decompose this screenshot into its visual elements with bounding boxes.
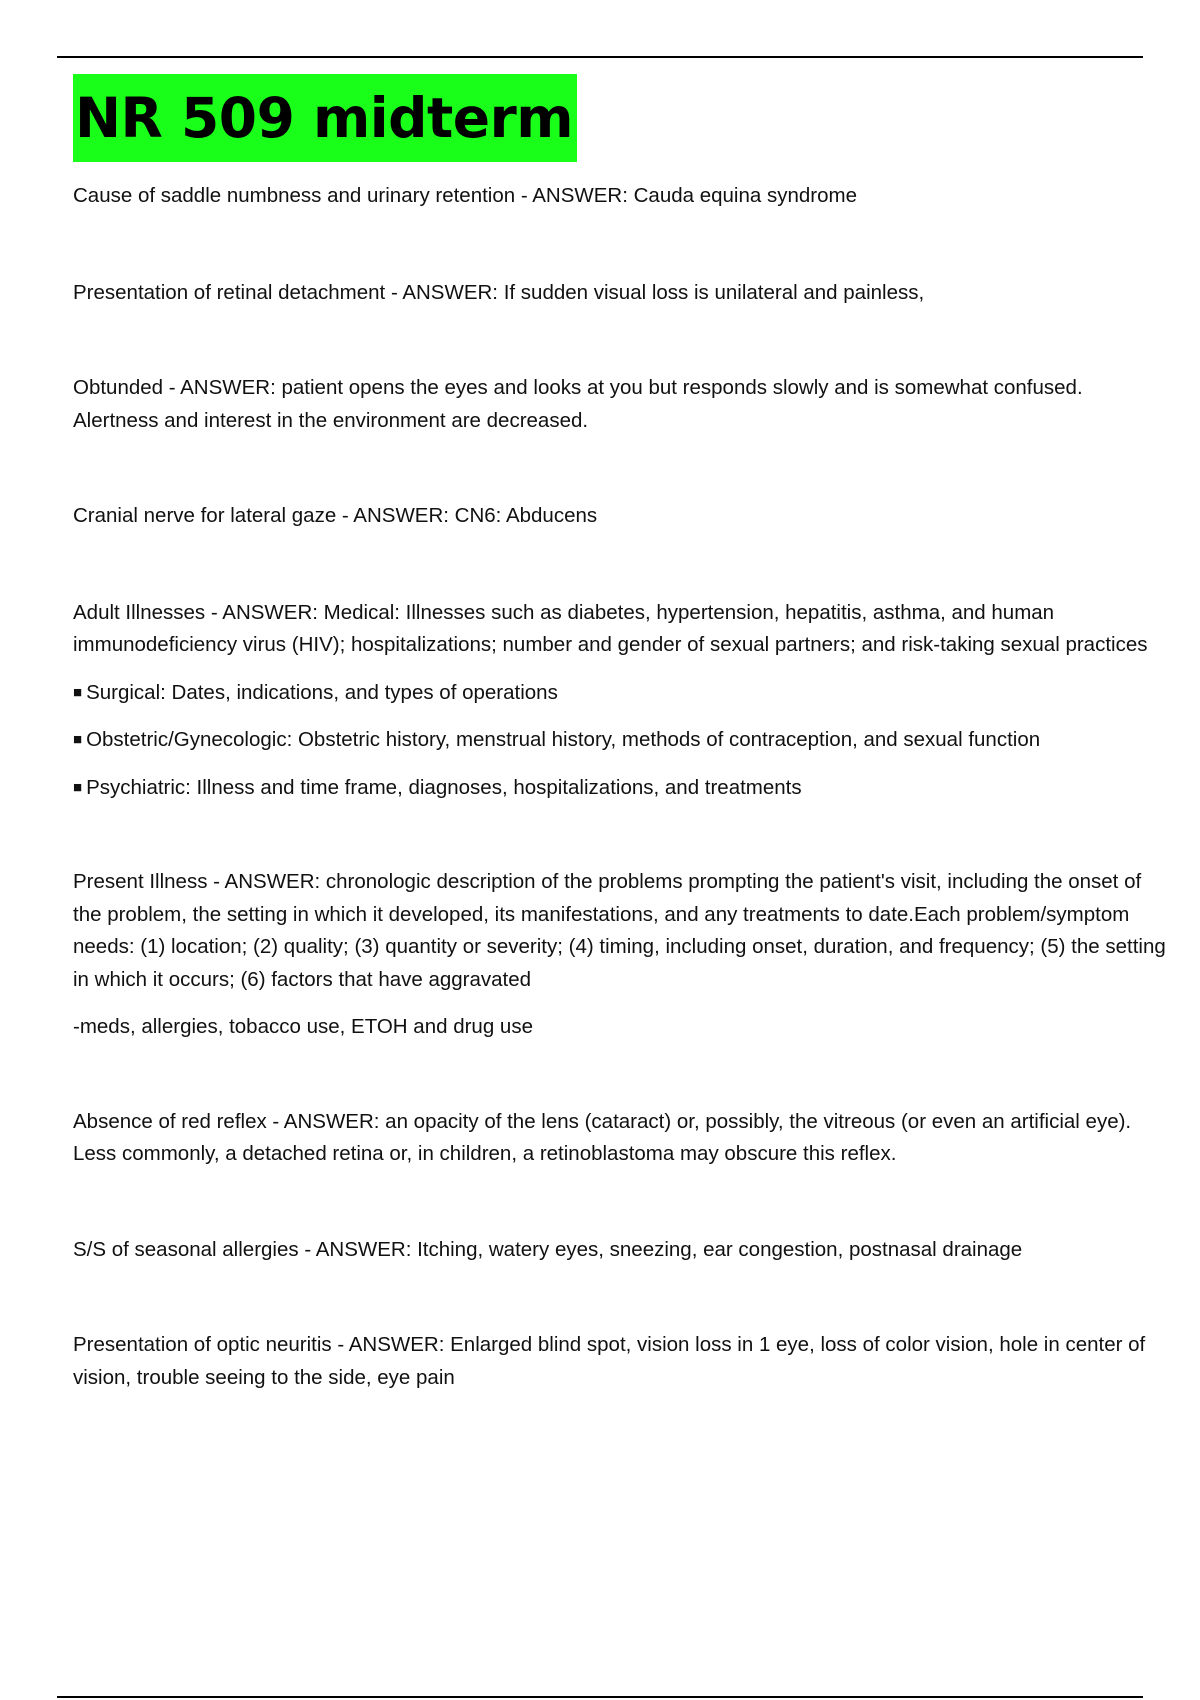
- bullet-text: Psychiatric: Illness and time frame, diagnoses, hospitalizations, and treatments: [86, 775, 802, 799]
- qa-item: [73, 597, 1168, 805]
- qa-item: [73, 1329, 1168, 1394]
- qa-text: Presentation of retinal detachment - ANSWER: If sudden visual loss is unilateral and painless,: [73, 280, 925, 304]
- qa-text: Adult Illnesses - ANSWER: Medical: Illnesses such as diabetes, hypertension, hepatitis, asthma, and human immunodeficiency virus (HIV); hospitalizations; number and gender of sexual partners; and risk-taking sexual practices: [73, 600, 1148, 656]
- qa-item: [73, 866, 1168, 1044]
- qa-item: [73, 372, 1168, 437]
- bullet-square-icon: ■: [73, 778, 83, 796]
- qa-text: Presentation of optic neuritis - ANSWER: Enlarged blind spot, vision loss in 1 eye, loss of color vision, hole in center of vision, trouble seeing to the side, eye pain: [73, 1333, 1146, 1389]
- qa-text: Present Illness - ANSWER: chronologic description of the problems prompting the patient's visit, including the onset of the problem, the setting in which it developed, its manifestations, and any treatments to date.Each problem/symptom needs: (1) location; (2) quality; (3) quantity or severity; (4) timing, including onset, duration, and frequency; (5) the setting in which it occurs; (6) factors that have aggravated: [73, 870, 1166, 991]
- bullet-item: [73, 724, 1168, 757]
- qa-item: [73, 1106, 1168, 1171]
- bullet-item: [73, 677, 1168, 710]
- qa-item: [73, 277, 1168, 310]
- bullet-square-icon: ■: [73, 731, 83, 748]
- bullet-text: Surgical: Dates, indications, and types of operations: [86, 680, 558, 704]
- qa-item: [73, 500, 1168, 533]
- bullet-item: [73, 772, 1168, 805]
- qa-text: S/S of seasonal allergies - ANSWER: Itching, watery eyes, sneezing, ear congestion, postnasal drainage: [73, 1237, 1023, 1261]
- qa-text: Obtunded - ANSWER: patient opens the eyes and looks at you but responds slowly and is somewhat confused. Alertness and interest in the environment are decreased.: [73, 376, 1083, 432]
- document-title: NR 509 midterm: [73, 74, 577, 162]
- qa-text: Absence of red reflex - ANSWER: an opacity of the lens (cataract) or, possibly, the vitreous (or even an artificial eye). Less commonly, a detached retina or, in children, a retinoblastoma may obscure this reflex.: [73, 1109, 1132, 1165]
- qa-text: Cranial nerve for lateral gaze - ANSWER: CN6: Abducens: [73, 504, 598, 527]
- top-divider: [57, 56, 1143, 58]
- document-body: [73, 74, 1168, 1394]
- qa-text: Cause of saddle numbness and urinary retention - ANSWER: Cauda equina syndrome: [73, 184, 857, 207]
- qa-extra-text: -meds, allergies, tobacco use, ETOH and drug use: [73, 1015, 533, 1038]
- qa-item: [73, 1234, 1168, 1267]
- qa-item: [73, 180, 1168, 213]
- bottom-divider: [57, 1696, 1143, 1698]
- bullet-square-icon: ■: [73, 683, 83, 701]
- bullet-text: Obstetric/Gynecologic: Obstetric history, menstrual history, methods of contraception, and sexual function: [86, 728, 1041, 751]
